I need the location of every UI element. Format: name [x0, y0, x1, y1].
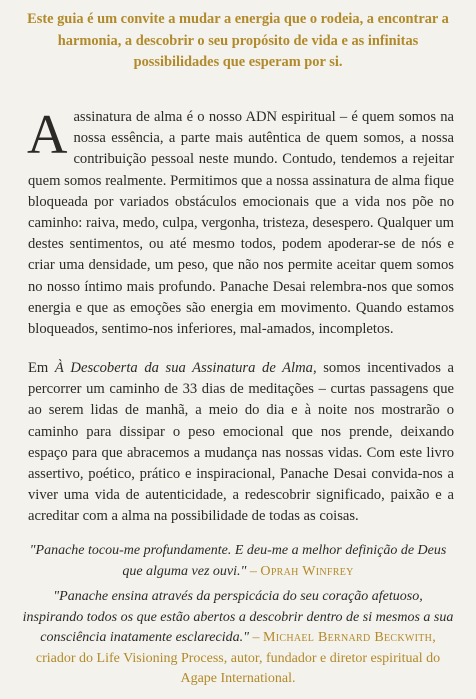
quote-1-dash: –: [246, 563, 261, 579]
drop-cap: A: [27, 104, 68, 166]
testimonial-beckwith: [22, 587, 454, 690]
book-title: À Descoberta da sua Assinatura de Alma: [54, 360, 313, 376]
testimonial-oprah: [22, 541, 454, 582]
quote-1-author: Oprah Winfrey: [260, 563, 354, 579]
description-paragraph-2: [28, 358, 454, 528]
description-paragraph-1: [27, 104, 454, 340]
quote-1-text: "Panache tocou-me profundamente. E deu-me a melhor definição de Deus que alguma vez ouvi.": [29, 543, 447, 579]
paragraph-2-text: , somos incentivados a percorrer um caminho de 33 dias de meditações – curtas passagens que ao serem lidas de manhã, a meio do dia e à noite nos mostrarão o caminho para dissipar o peso emocional que nos prende, deixando espaço para que abracemos a mudança nas nossas vidas. Com este livro assertivo, poético, prático e inspiracional, Panache Desai convida-nos a viver uma vida de autenticidade, a redescobrir significado, paixão e a acreditar com a alma na possibilidade de todas as coisas.: [28, 360, 454, 525]
quote-2-dash: –: [248, 630, 263, 645]
quote-2-text: "Panache ensina através da perspicácia do seu coração afetuoso, inspirando todos os que estão abertos a descobrir dentro de si mesmos a sua consciência inatamente esclarecida.": [22, 589, 454, 645]
quote-2-author: Michael Bernard Beckwith: [262, 630, 433, 645]
paragraph-1-text: assinatura de alma é o nosso ADN espiritual – é quem somos na nossa essência, a parte mais autêntica de quem somos, a nossa contribuição pessoal neste mundo. Contudo, tendemos a rejeitar quem somos realmente. Permitimos que a nossa assinatura de alma fique bloqueada por variados obstáculos emocionais que a vida nos põe no caminho: raiva, medo, culpa, vergonha, tristeza, desespero. Qualquer um destes sentimentos, ou até mesmo todos, podem apoderar-se de nós e criar uma densidade, um peso, que não nos permite aceitar quem somos no nosso íntimo mais profundo. Panache Desai relembra-nos que somos energia e que as emoções são energia em movimento. Quando estamos bloqueados, sentimo-nos inferiores, mal-amados, incompletos.: [28, 109, 454, 338]
paragraph-2-lead: Em: [28, 360, 55, 376]
quote-2-author-description: , criador do Life Visioning Process, autor, fundador e diretor espiritual do Agape International.: [35, 630, 441, 686]
intro-tagline: Este guia é um convite a mudar a energia que o rodeia, a encontrar a harmonia, a descobrir o seu propósito de vida e as infinitas possibilidades que esperam por si.: [27, 11, 449, 70]
